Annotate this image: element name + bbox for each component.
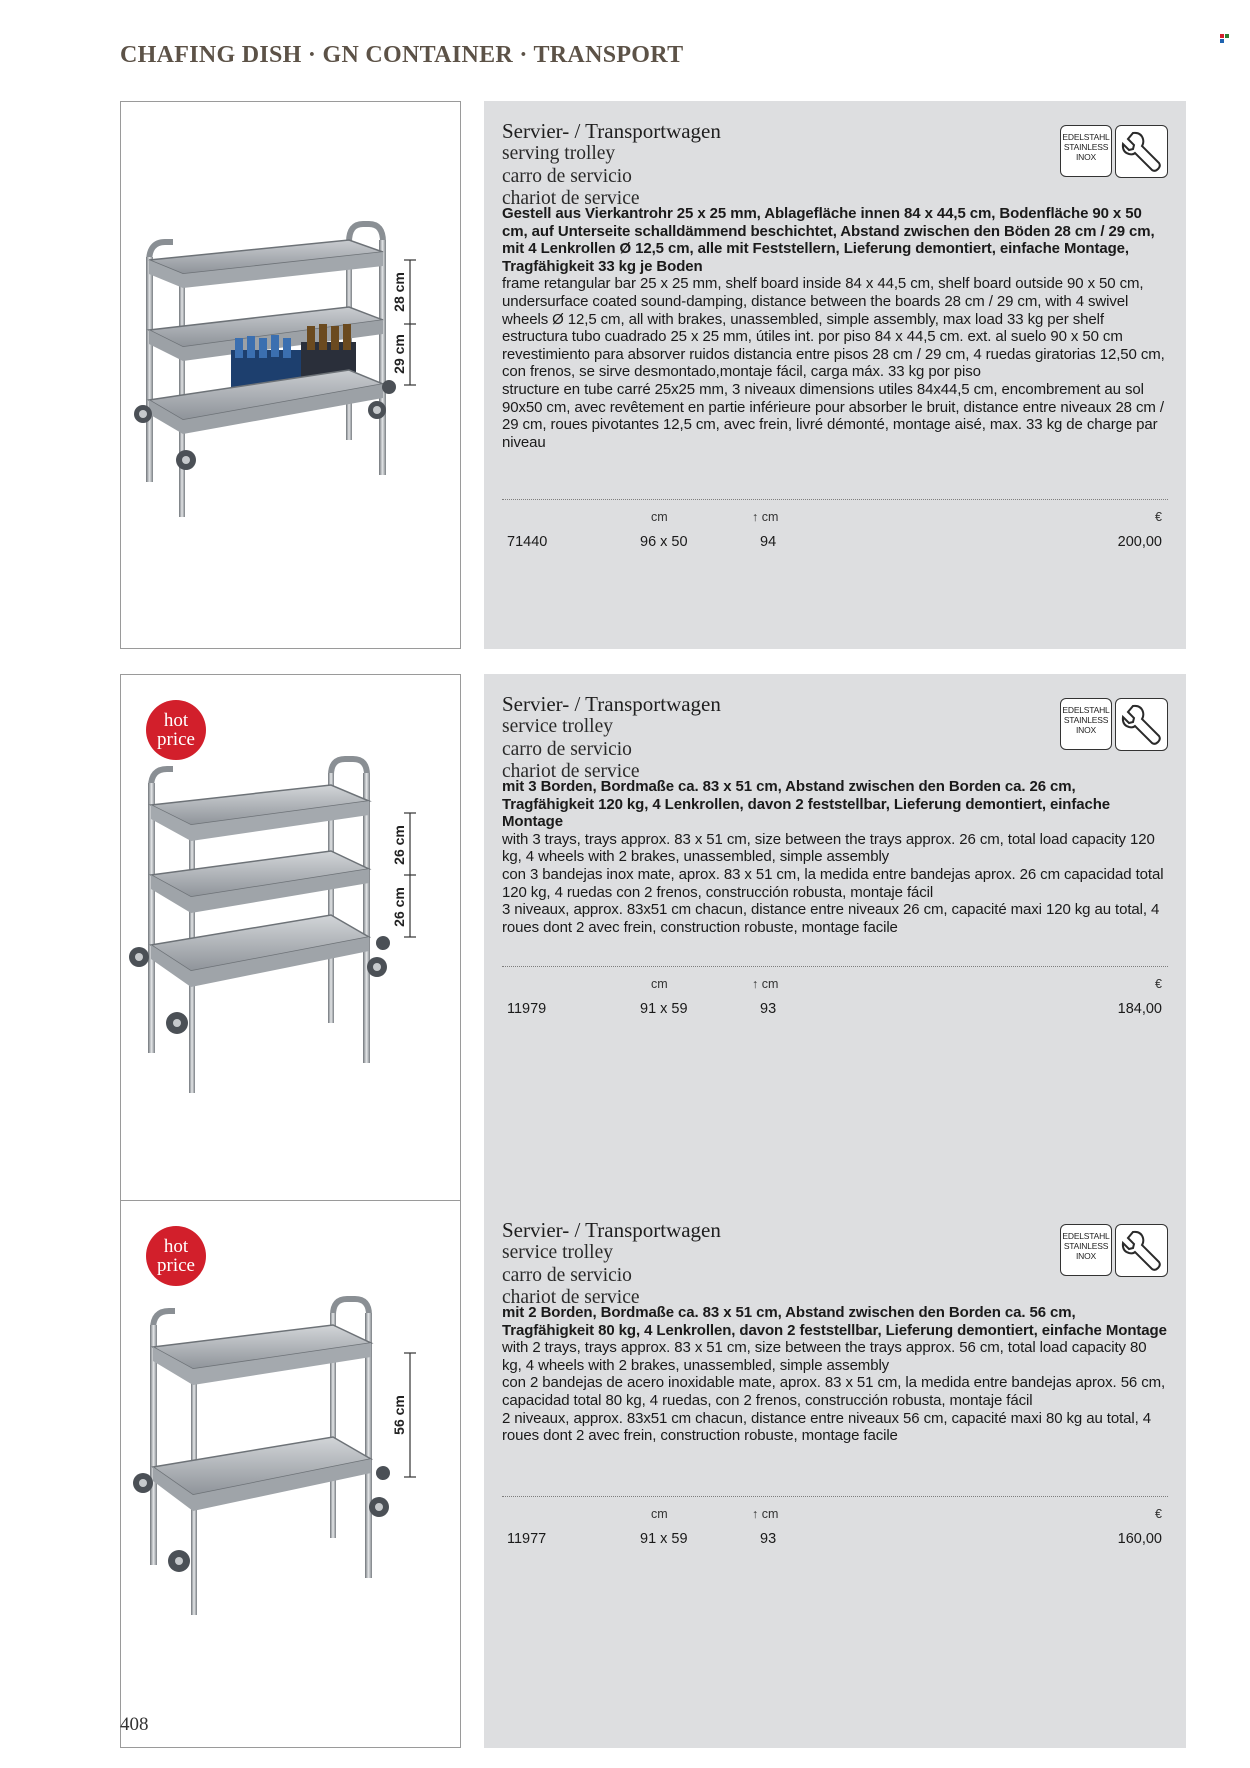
dimensions-header: cm — [651, 510, 668, 524]
product-description — [502, 205, 1168, 451]
title-spanish: carro de servicio — [502, 738, 632, 760]
hot-price-badge: hot price — [146, 700, 206, 760]
spec-header — [502, 1507, 1168, 1523]
trolley-3-tier-image — [121, 102, 460, 648]
product-card-71440 — [120, 101, 1186, 649]
description-german: mit 3 Borden, Bordmaße ca. 83 x 51 cm, Abstand zwischen den Borden ca. 26 cm, Tragfähigkeit 120 kg, 4 Lenkrollen, davon 2 feststellbar, Lieferung demontiert, einfache Montage — [502, 778, 1111, 831]
height-arrow-icon: ↑ — [752, 1507, 759, 1521]
title-french: chariot de service — [502, 1287, 640, 1308]
article-number: 11979 — [507, 1001, 547, 1017]
description-english: with 3 trays, trays approx. 83 x 51 cm, size between the trays approx. 26 cm, total load capacity 120 kg, 4 wheels with 2 brakes, unassembled, simple assembly — [502, 830, 1155, 866]
product-info-panel — [484, 674, 1186, 1222]
wrench-icon — [1115, 125, 1168, 178]
title-french: chariot de service — [502, 188, 640, 209]
description-french: 2 niveaux, approx. 83x51 cm chacun, distance entre niveaux 56 cm, capacité maxi 80 kg au total, 4 roues dont 2 avec frein, construction robuste, montage facile — [502, 1409, 1152, 1445]
article-number: 11977 — [507, 1531, 547, 1547]
price-value: 160,00 — [1117, 1531, 1162, 1547]
product-info-panel — [484, 101, 1186, 649]
spec-row — [502, 1001, 1168, 1019]
description-spanish: con 2 bandejas de acero inoxidable mate, aprox. 83 x 51 cm, la medida entre bandejas aprox. 56 cm, capacidad total 80 kg, 4 ruedas, con 2 frenos, construcción robusta, montaje fácil — [502, 1374, 1166, 1409]
product-image-panel — [120, 1200, 461, 1748]
spec-divider — [502, 499, 1168, 500]
spec-divider — [502, 966, 1168, 967]
dimensions-value: 91 x 59 — [640, 1531, 688, 1547]
title-english: service trolley — [502, 716, 613, 737]
height-header: ↑ cm — [752, 977, 779, 991]
product-description — [502, 778, 1168, 936]
title-english: service trolley — [502, 1242, 613, 1263]
title-german: Servier- / Transportwagen — [502, 1218, 721, 1242]
product-image-panel — [120, 101, 461, 649]
article-number: 71440 — [507, 534, 548, 550]
page-header-title: CHAFING DISH · GN CONTAINER · TRANSPORT — [120, 42, 684, 68]
stainless-steel-badge: EDELSTAHL STAINLESS INOX — [1060, 125, 1112, 177]
dimension-label: 56 cm — [391, 1395, 407, 1435]
dimensions-header: cm — [651, 977, 668, 991]
title-spanish: carro de servicio — [502, 165, 632, 187]
height-value: 93 — [760, 1001, 777, 1017]
spec-header — [502, 977, 1168, 993]
height-header: ↑ cm — [752, 1507, 779, 1521]
brand-logo — [1220, 34, 1230, 44]
title-english: serving trolley — [502, 143, 616, 164]
dimension-label-lower: 29 cm — [391, 334, 407, 374]
product-title-block — [502, 119, 721, 211]
material-badges — [1060, 698, 1168, 752]
product-info-panel — [484, 1200, 1186, 1748]
dimensions-header: cm — [651, 1507, 668, 1521]
dimension-label-upper: 28 cm — [391, 272, 407, 312]
description-english: with 2 trays, trays approx. 83 x 51 cm, size between the trays approx. 56 cm, total load capacity 80 kg, 4 wheels with 2 brakes, unassembled, simple assembly — [502, 1339, 1147, 1374]
description-english: frame retangular bar 25 x 25 mm, shelf board inside 84 x 44,5 cm, shelf board outside 90 x 50 cm, undersurface coated sound-damping, distance between the boards 28 cm / 29 cm, with 4 swivel wheels Ø 12,5 cm, all with brakes, unassembled, simple assembly, max load 33 kg per shelf — [502, 275, 1144, 328]
height-value: 93 — [760, 1531, 777, 1547]
height-arrow-icon: ↑ — [752, 510, 759, 524]
product-card-11977 — [120, 1200, 1186, 1748]
title-german: Servier- / Transportwagen — [502, 692, 721, 716]
material-badges — [1060, 1224, 1168, 1278]
material-badges — [1060, 125, 1168, 179]
stainless-steel-badge: EDELSTAHL STAINLESS INOX — [1060, 698, 1112, 750]
product-title-block — [502, 1218, 721, 1310]
spec-row — [502, 534, 1168, 552]
wrench-icon — [1115, 1224, 1168, 1277]
description-german: Gestell aus Vierkantrohr 25 x 25 mm, Ablagefläche innen 84 x 44,5 cm, Bodenfläche 90 x 50 cm, auf Unterseite schalldämmend beschichtet, Abstand zwischen den Böden 28 cm / 29 cm, mit 4 Lenkrollen Ø 12,5 cm, alle mit Feststellern, Lieferung demontiert, einfache Montage, Tragfähigkeit 33 kg je Boden — [502, 205, 1155, 275]
title-french: chariot de service — [502, 761, 640, 782]
price-value: 200,00 — [1117, 534, 1162, 550]
stainless-steel-badge: EDELSTAHL STAINLESS INOX — [1060, 1224, 1112, 1276]
price-value: 184,00 — [1117, 1001, 1162, 1017]
description-french: structure en tube carré 25x25 mm, 3 niveaux dimensions utiles 84x44,5 cm, encombrement au sol 90x50 cm, avec revêtement en partie inférieure pour absorber le bruit, distance entre niveaux 28 cm / 29 cm, roues pivotantes 12,5 cm, avec frein, livré démonté, montage aisé, max. 33 kg de charge par niveau — [502, 380, 1164, 451]
dimension-label-lower: 26 cm — [391, 887, 407, 927]
price-header: € — [1155, 977, 1162, 991]
description-german: mit 2 Borden, Bordmaße ca. 83 x 51 cm, Abstand zwischen den Borden ca. 56 cm, Tragfähigkeit 80 kg, 4 Lenkrollen, davon 2 feststellbar, Lieferung demontiert, einfache Montage — [502, 1304, 1167, 1339]
price-header: € — [1155, 1507, 1162, 1521]
description-french: 3 niveaux, approx. 83x51 cm chacun, distance entre niveaux 26 cm, capacité maxi 120 kg au total, 4 roues dont 2 avec frein, construction robuste, montage facile — [502, 901, 1160, 936]
spec-row — [502, 1531, 1168, 1549]
description-spanish: estructura tubo cuadrado 25 x 25 mm, útiles int. por piso 84 x 44,5 cm. ext. al suelo 90 x 50 cm revestimiento para absorver ruidos distancia entre pisos 28 cm / 29 cm, 4 ruedas giratorias 12,50 cm, con frenos, se sirve desmontado,montaje fácil, carga máx. 33 kg por piso — [502, 328, 1165, 381]
description-spanish: con 3 bandejas inox mate, aprox. 83 x 51 cm, la medida entre bandejas aprox. 26 cm capacidad total 120 kg, 4 ruedas con 2 frenos, construcción robusta, montaje fácil — [502, 865, 1164, 901]
height-header: ↑ cm — [752, 510, 779, 524]
spec-header — [502, 510, 1168, 526]
product-description — [502, 1304, 1168, 1445]
product-title-block — [502, 692, 721, 784]
height-value: 94 — [760, 534, 777, 550]
dimensions-value: 91 x 59 — [640, 1001, 688, 1017]
title-german: Servier- / Transportwagen — [502, 119, 721, 143]
hot-price-badge: hot price — [146, 1226, 206, 1286]
price-header: € — [1155, 510, 1162, 524]
page-number: 408 — [120, 1714, 149, 1735]
product-image-panel — [120, 674, 461, 1222]
product-card-11979 — [120, 674, 1186, 1222]
dimensions-value: 96 x 50 — [640, 534, 688, 550]
height-arrow-icon: ↑ — [752, 977, 759, 991]
spec-divider — [502, 1496, 1168, 1497]
dimension-label-upper: 26 cm — [391, 825, 407, 865]
title-spanish: carro de servicio — [502, 1264, 632, 1286]
wrench-icon — [1115, 698, 1168, 751]
